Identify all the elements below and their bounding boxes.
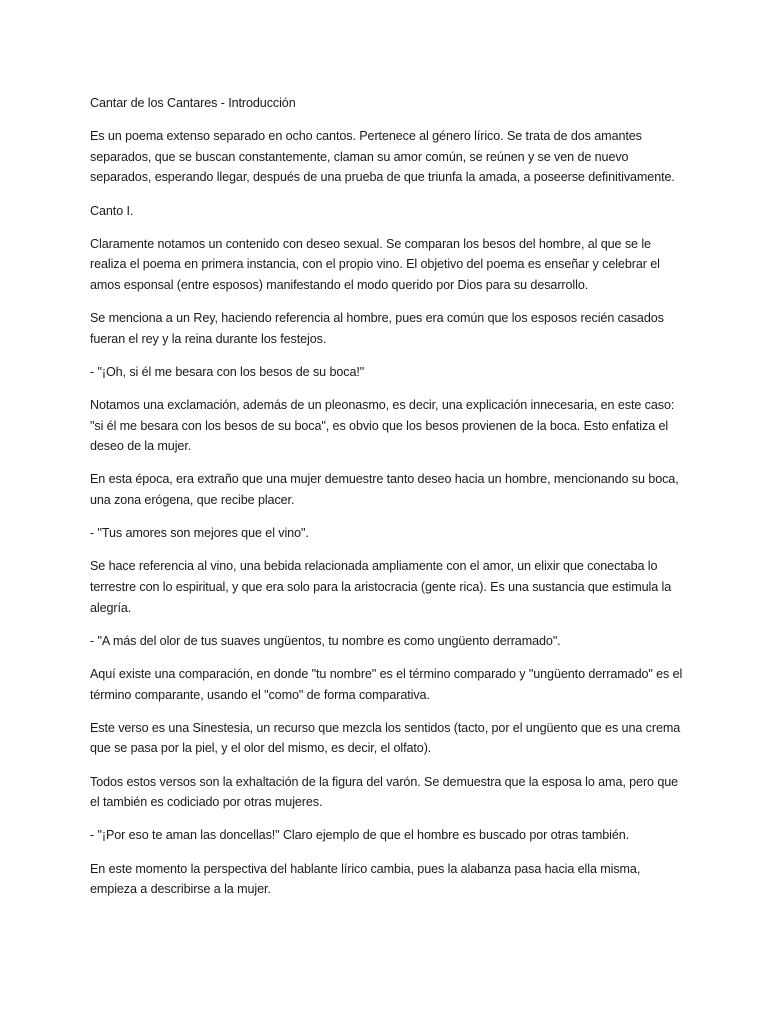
section-heading-canto-1: Canto I. bbox=[90, 203, 134, 218]
paragraph: Todos estos versos son la exhaltación de la figura del varón. Se demuestra que la esposa lo ama, pero que el también es codiciado por otras mujeres. bbox=[90, 774, 679, 810]
paragraph: Claramente notamos un contenido con deseo sexual. Se comparan los besos del hombre, al que se le realiza el poema en primera instancia, con el propio vino. El objetivo del poema es enseñar y celebrar el amos esponsal (entre esposos) manifestando el modo querido por Dios para su desarrollo. bbox=[90, 236, 660, 292]
verse-quote: - "Tus amores son mejores que el vino". bbox=[90, 526, 309, 541]
paragraph: Se hace referencia al vino, una bebida relacionada ampliamente con el amor, un elixir que conectaba lo terrestre con lo espiritual, y que era solo para la aristocracia (gente rica). Es una sustancia que estimula la alegría. bbox=[90, 559, 672, 615]
verse-quote: - "A más del olor de tus suaves ungüentos, tu nombre es como ungüento derramado". bbox=[90, 633, 561, 648]
paragraph: Este verso es una Sinestesia, un recurso que mezcla los sentidos (tacto, por el ungüento que es una crema que se pasa por la piel, y el olor del mismo, es decir, el olfato). bbox=[90, 720, 681, 756]
document-body bbox=[90, 93, 690, 912]
paragraph: Se menciona a un Rey, haciendo referencia al hombre, pues era común que los esposos recién casados fueran el rey y la reina durante los festejos. bbox=[90, 311, 664, 346]
paragraph: Aquí existe una comparación, en donde "tu nombre" es el término comparado y "ungüento derramado" es el término comparante, usando el "como" de forma comparativa. bbox=[90, 667, 683, 702]
paragraph-intro: Es un poema extenso separado en ocho cantos. Pertenece al género lírico. Se trata de dos amantes separados, que se buscan constantemente, claman su amor común, se reúnen y se ven de nuevo separados, esperando llegar, después de una prueba de que triunfa la amada, a poseerse definitivamente. bbox=[90, 129, 675, 185]
verse-quote: - "¡Oh, si él me besara con los besos de su boca!" bbox=[90, 364, 365, 379]
verse-quote: - "¡Por eso te aman las doncellas!" Claro ejemplo de que el hombre es buscado por otras también. bbox=[90, 828, 630, 843]
paragraph: Notamos una exclamación, además de un pleonasmo, es decir, una explicación innecesaria, en este caso: "si él me besara con los besos de su boca", es obvio que los besos provienen de la boca. Esto enfatiza el deseo de la mujer. bbox=[90, 398, 675, 454]
paragraph: En este momento la perspectiva del hablante lírico cambia, pues la alabanza pasa hacia ella misma, empieza a describirse a la mujer. bbox=[90, 861, 641, 897]
document-title: Cantar de los Cantares - Introducción bbox=[90, 96, 296, 110]
paragraph: En esta época, era extraño que una mujer demuestre tanto deseo hacia un hombre, mencionando su boca, una zona erógena, que recibe placer. bbox=[90, 472, 679, 508]
